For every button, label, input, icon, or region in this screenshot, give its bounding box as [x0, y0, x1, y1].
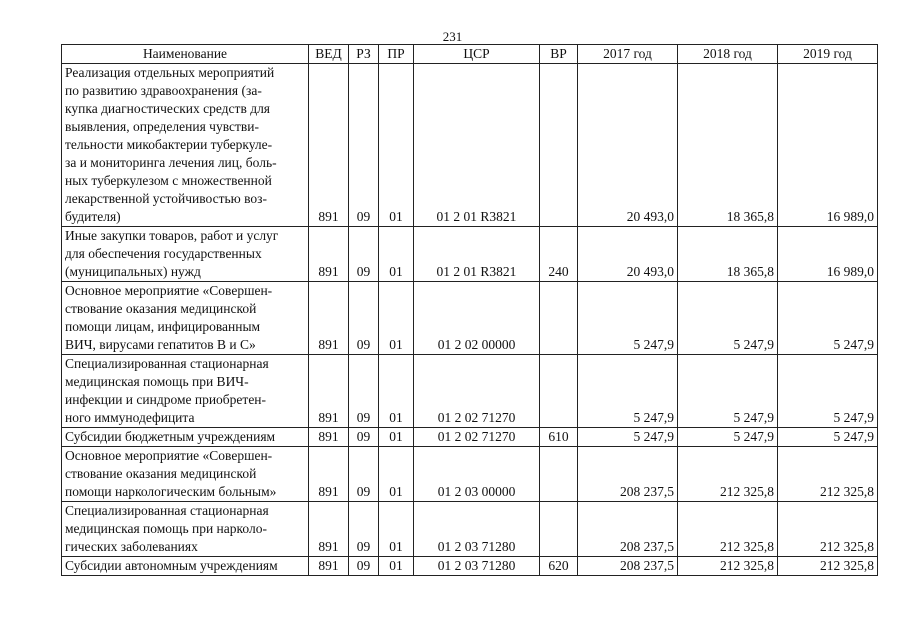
cell-vr: [540, 502, 578, 557]
cell-pr: 01: [379, 502, 414, 557]
table-row: [62, 64, 878, 227]
cell-vr: [540, 355, 578, 428]
table-row: [62, 557, 878, 576]
cell-rz: 09: [349, 282, 379, 355]
cell-2019: 16 989,0: [778, 64, 878, 227]
cell-pr: 01: [379, 282, 414, 355]
table-header: [62, 45, 878, 64]
cell-2019: 5 247,9: [778, 428, 878, 447]
cell-rz: 09: [349, 64, 379, 227]
name-line: ствование оказания медицинской: [65, 301, 257, 316]
cell-pr: 01: [379, 355, 414, 428]
table-row: [62, 428, 878, 447]
cell-2017: 20 493,0: [578, 227, 678, 282]
cell-vr: 620: [540, 557, 578, 576]
cell-2017: 208 237,5: [578, 447, 678, 502]
cell-vr: [540, 447, 578, 502]
name-line: Субсидии автономным учреждениям: [65, 558, 278, 573]
header-cell-2017: 2017 год: [578, 45, 678, 64]
cell-name: [62, 428, 309, 447]
cell-2018: 5 247,9: [678, 282, 778, 355]
cell-name: [62, 64, 309, 227]
header-cell-2018: 2018 год: [678, 45, 778, 64]
cell-name: [62, 355, 309, 428]
table-row: [62, 502, 878, 557]
name-line: Реализация отдельных мероприятий: [65, 65, 275, 80]
cell-vr: [540, 64, 578, 227]
name-line: будителя): [65, 209, 121, 224]
header-cell-name: Наименование: [62, 45, 309, 64]
name-line: для обеспечения государственных: [65, 246, 262, 261]
cell-2018: 212 325,8: [678, 502, 778, 557]
name-line: за и мониторинга лечения лиц, боль-: [65, 155, 277, 170]
table-row: [62, 282, 878, 355]
cell-2017: 5 247,9: [578, 282, 678, 355]
header-cell-2019: 2019 год: [778, 45, 878, 64]
cell-vr: 610: [540, 428, 578, 447]
cell-name: [62, 227, 309, 282]
cell-2018: 212 325,8: [678, 557, 778, 576]
name-line: помощи наркологическим больным»: [65, 484, 277, 499]
cell-csr: 01 2 02 71270: [414, 428, 540, 447]
header-cell-vr: ВР: [540, 45, 578, 64]
cell-csr: 01 2 03 71280: [414, 502, 540, 557]
name-line: ВИЧ, вирусами гепатитов В и С»: [65, 337, 256, 352]
name-line: гических заболеваниях: [65, 539, 198, 554]
cell-name: [62, 447, 309, 502]
cell-rz: 09: [349, 502, 379, 557]
name-line: помощи лицам, инфицированным: [65, 319, 261, 334]
cell-name: [62, 557, 309, 576]
cell-csr: 01 2 03 00000: [414, 447, 540, 502]
cell-ved: 891: [309, 557, 349, 576]
table-row: [62, 227, 878, 282]
name-line: медицинская помощь при нарколо-: [65, 521, 267, 536]
cell-name: [62, 282, 309, 355]
budget-table: [61, 44, 878, 576]
name-line: Основное мероприятие «Совершен-: [65, 283, 273, 298]
cell-2019: 5 247,9: [778, 282, 878, 355]
name-line: ных туберкулезом с множественной: [65, 173, 272, 188]
name-line: тельности микобактерии туберкуле-: [65, 137, 273, 152]
cell-csr: 01 2 03 71280: [414, 557, 540, 576]
cell-vr: [540, 282, 578, 355]
cell-pr: 01: [379, 227, 414, 282]
name-line: (муниципальных) нужд: [65, 264, 201, 279]
cell-ved: 891: [309, 64, 349, 227]
name-line: Иные закупки товаров, работ и услуг: [65, 228, 279, 243]
table-row: [62, 447, 878, 502]
table-row: [62, 355, 878, 428]
cell-2019: 212 325,8: [778, 447, 878, 502]
cell-2017: 208 237,5: [578, 502, 678, 557]
name-line: Специализированная стационарная: [65, 356, 269, 371]
cell-ved: 891: [309, 355, 349, 428]
cell-rz: 09: [349, 355, 379, 428]
cell-rz: 09: [349, 447, 379, 502]
cell-pr: 01: [379, 447, 414, 502]
name-line: ствование оказания медицинской: [65, 466, 257, 481]
cell-csr: 01 2 02 00000: [414, 282, 540, 355]
name-line: выявления, определения чувстви-: [65, 119, 259, 134]
table-body: [62, 64, 878, 576]
name-line: лекарственной устойчивостью воз-: [65, 191, 267, 206]
name-line: купка диагностических средств для: [65, 101, 271, 116]
cell-2017: 20 493,0: [578, 64, 678, 227]
cell-csr: 01 2 02 71270: [414, 355, 540, 428]
name-line: по развитию здравоохранения (за-: [65, 83, 262, 98]
name-line: медицинская помощь при ВИЧ-: [65, 374, 249, 389]
cell-pr: 01: [379, 64, 414, 227]
cell-ved: 891: [309, 282, 349, 355]
header-cell-pr: ПР: [379, 45, 414, 64]
cell-ved: 891: [309, 502, 349, 557]
cell-rz: 09: [349, 227, 379, 282]
cell-csr: 01 2 01 R3821: [414, 227, 540, 282]
cell-vr: 240: [540, 227, 578, 282]
header-cell-csr: ЦСР: [414, 45, 540, 64]
name-line: ного иммунодефицита: [65, 410, 195, 425]
cell-rz: 09: [349, 557, 379, 576]
cell-2019: 212 325,8: [778, 557, 878, 576]
cell-csr: 01 2 01 R3821: [414, 64, 540, 227]
cell-2017: 5 247,9: [578, 428, 678, 447]
name-line: Субсидии бюджетным учреждениям: [65, 429, 276, 444]
cell-2018: 5 247,9: [678, 428, 778, 447]
cell-rz: 09: [349, 428, 379, 447]
cell-2018: 5 247,9: [678, 355, 778, 428]
cell-2018: 212 325,8: [678, 447, 778, 502]
cell-ved: 891: [309, 428, 349, 447]
page-number: 231: [442, 29, 463, 44]
name-line: Основное мероприятие «Совершен-: [65, 448, 273, 463]
cell-2019: 5 247,9: [778, 355, 878, 428]
cell-pr: 01: [379, 557, 414, 576]
cell-name: [62, 502, 309, 557]
cell-2018: 18 365,8: [678, 227, 778, 282]
cell-2017: 208 237,5: [578, 557, 678, 576]
name-line: инфекции и синдроме приобретен-: [65, 392, 267, 407]
cell-2019: 212 325,8: [778, 502, 878, 557]
name-line: Специализированная стационарная: [65, 503, 269, 518]
header-cell-rz: РЗ: [349, 45, 379, 64]
cell-ved: 891: [309, 447, 349, 502]
cell-ved: 891: [309, 227, 349, 282]
header-row: [62, 45, 878, 64]
cell-2017: 5 247,9: [578, 355, 678, 428]
cell-2018: 18 365,8: [678, 64, 778, 227]
cell-2019: 16 989,0: [778, 227, 878, 282]
header-cell-ved: ВЕД: [309, 45, 349, 64]
cell-pr: 01: [379, 428, 414, 447]
